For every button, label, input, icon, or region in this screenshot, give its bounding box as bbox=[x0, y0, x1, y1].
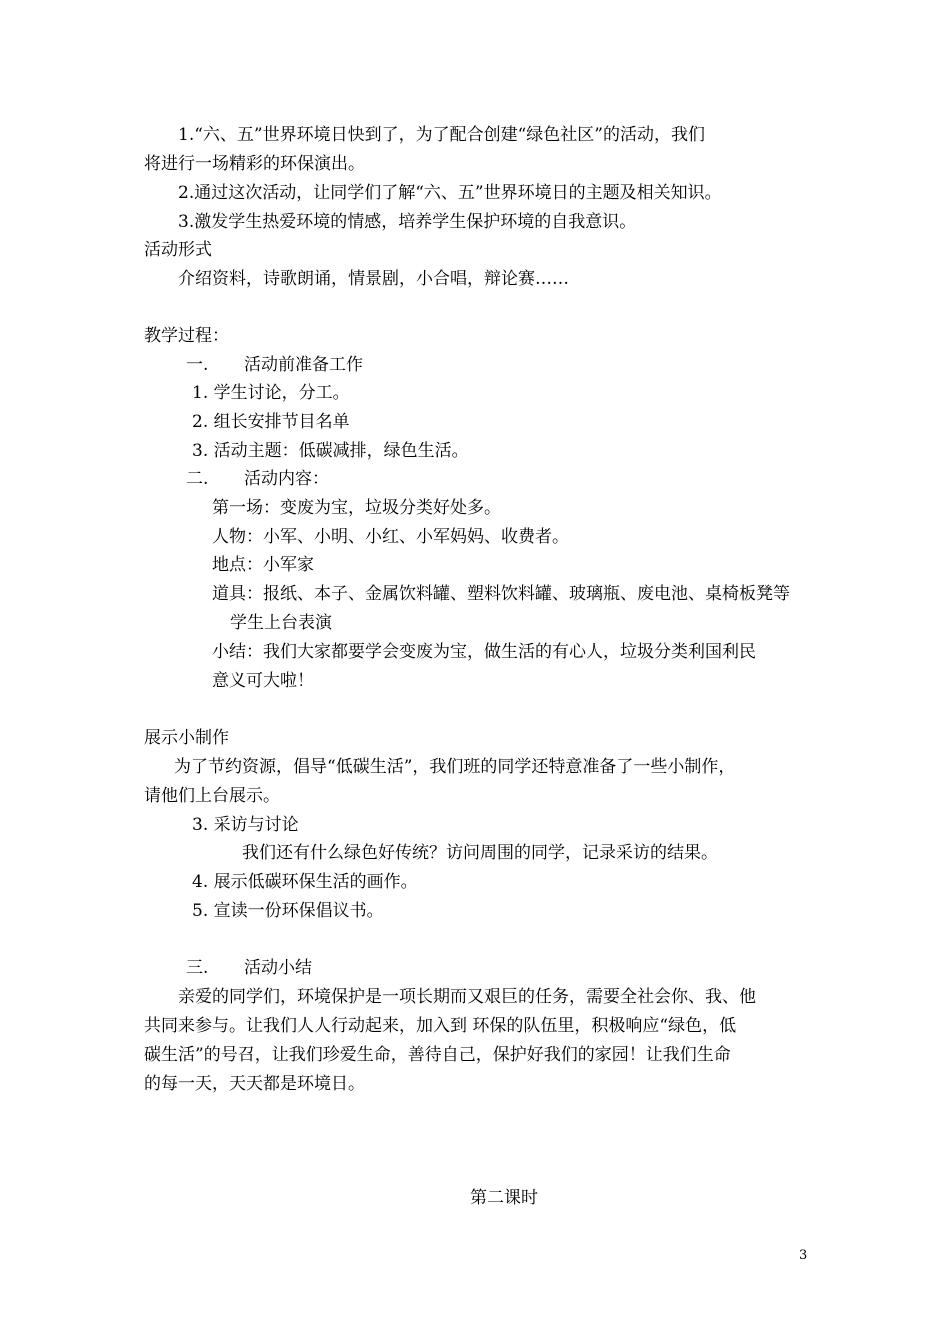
page-number: 3 bbox=[799, 1248, 808, 1263]
section-1-title: 活动前准备工作 bbox=[244, 355, 363, 375]
closing-para-line-3: 碳生活”的号召，让我们珍爱生命，善待自己，保护好我们的家园！让我们生命 bbox=[144, 1045, 731, 1065]
location: 地点：小军家 bbox=[212, 555, 314, 575]
objective-1-line-2: 将进行一场精彩的环保演出。 bbox=[144, 154, 365, 174]
showcase-heading: 展示小制作 bbox=[144, 728, 229, 748]
objective-3: 3.激发学生热爱环境的情感，培养学生保护环境的自我意识。 bbox=[178, 212, 637, 232]
showcase-item-4: 4. 展示低碳环保生活的画作。 bbox=[192, 872, 418, 892]
scene-title: 第一场：变废为宝，垃圾分类好处多。 bbox=[212, 498, 501, 518]
section-2-number: 二. bbox=[186, 469, 209, 489]
activity-form-text: 介绍资料，诗歌朗诵，情景剧，小合唱，辩论赛…… bbox=[178, 269, 569, 289]
props: 道具：报纸、本子、金属饮料罐、塑料饮料罐、玻璃瓶、废电池、桌椅板凳等 bbox=[212, 584, 790, 604]
closing-para-line-2: 共同来参与。让我们人人行动起来，加入到 环保的队伍里，积极响应“绿色，低 bbox=[144, 1016, 737, 1036]
section-2-title: 活动内容： bbox=[244, 469, 329, 489]
section-1-item-3: 3. 活动主题：低碳减排，绿色生活。 bbox=[192, 441, 469, 461]
showcase-item-5: 5. 宣读一份环保倡议书。 bbox=[192, 901, 384, 921]
closing-para-line-1: 亲爱的同学们，环境保护是一项长期而又艰巨的任务，需要全社会你、我、他 bbox=[178, 987, 756, 1007]
closing-para-line-4: 的每一天，天天都是环境日。 bbox=[144, 1074, 365, 1094]
section-1-number: 一. bbox=[186, 355, 209, 375]
characters: 人物：小军、小明、小红、小军妈妈、收费者。 bbox=[212, 527, 569, 547]
showcase-text-line-1: 为了节约资源，倡导“低碳生活”，我们班的同学还特意准备了一些小制作， bbox=[174, 757, 736, 777]
showcase-text-line-2: 请他们上台展示。 bbox=[144, 786, 280, 806]
showcase-item-3: 3. 采访与讨论 bbox=[192, 815, 299, 835]
section-1-item-1: 1. 学生讨论，分工。 bbox=[192, 383, 350, 403]
objective-1-line-1: 1.“六、五”世界环境日快到了，为了配合创建“绿色社区”的活动，我们 bbox=[178, 125, 705, 145]
showcase-item-3-text: 我们还有什么绿色好传统？访问周围的同学，记录采访的结果。 bbox=[242, 843, 718, 863]
summary-line-1: 小结：我们大家都要学会变废为宝，做生活的有心人，垃圾分类利国利民 bbox=[212, 642, 756, 662]
second-lesson-heading: 第二课时 bbox=[470, 1188, 538, 1208]
objective-2: 2.通过这次活动，让同学们了解“六、五”世界环境日的主题及相关知识。 bbox=[178, 183, 722, 203]
process-heading: 教学过程： bbox=[144, 326, 229, 346]
section-3-number: 三. bbox=[186, 958, 209, 978]
activity-form-heading: 活动形式 bbox=[144, 240, 212, 260]
summary-line-2: 意义可大啦！ bbox=[212, 671, 314, 691]
perform-note: 学生上台表演 bbox=[230, 613, 332, 633]
section-3-title: 活动小结 bbox=[244, 958, 312, 978]
section-1-item-2: 2. 组长安排节目名单 bbox=[192, 412, 350, 432]
